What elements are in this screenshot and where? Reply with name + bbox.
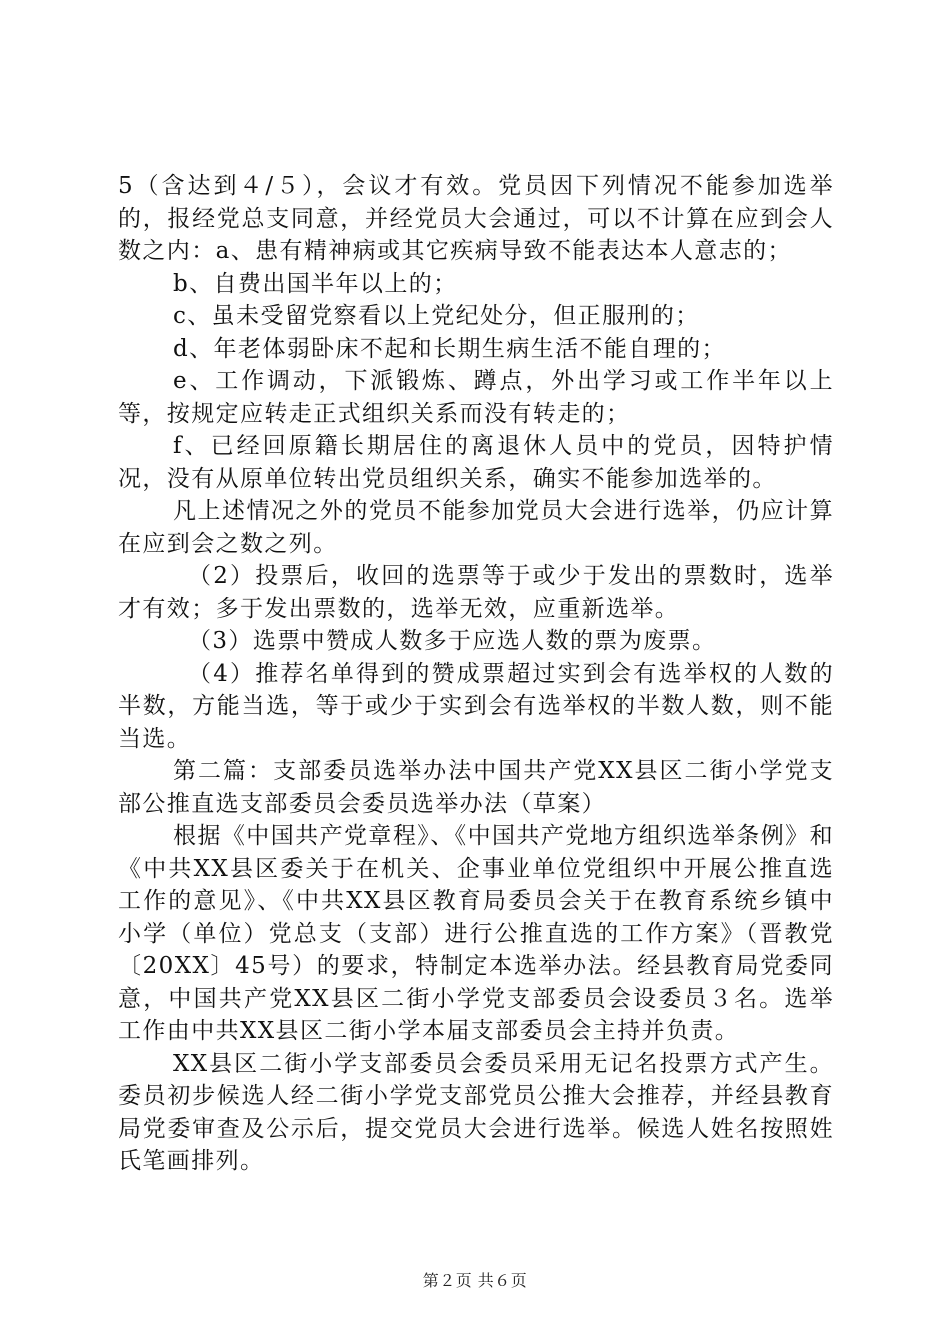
paragraph-item-c: c、虽未受留党察看以上党纪处分，但正服刑的；: [173, 303, 700, 329]
paragraph-quorum-continuation: 5（含达到４/５），会议才有效。党员因下列情况不能参加选举的，报经党总支同意，并经党员大会通过，可以不计算在应到会人数之内：a、患有精神病或其它疾病导致不能表达本人意志的；: [118, 173, 834, 264]
paragraph-item-e: e、工作调动，下派锻炼、蹲点，外出学习或工作半年以上等，按规定应转走正式组织关系而没有转走的；: [118, 368, 834, 427]
paragraph-rule-3: （3）选票中赞成人数多于应选人数的票为废票。: [188, 628, 717, 654]
document-body: [118, 170, 834, 1178]
paragraph-basis: 根据《中国共产党章程》、《中国共产党地方组织选举条例》和《中共XX县区委关于在机关、企事业单位党组织中开展公推直选工作的意见》、《中共XX县区教育局委员会关于在教育系统乡镇中小学（单位）党总支（支部）进行公推直选的工作方案》（晋教党〔20XX〕45号）的要求，特制定本选举办法。经县教育局党委同意，中国共产党XX县区二街小学党支部委员会设委员３名。选举工作由中共XX县区二街小学本届支部委员会主持并负责。: [118, 823, 834, 1044]
paragraph-item-d: d、年老体弱卧床不起和长期生病生活不能自理的；: [173, 335, 726, 362]
paragraph-item-f: f、已经回原籍长期居住的离退休人员中的党员，因特护情况，没有从原单位转出党员组织关系，确实不能参加选举的。: [118, 433, 834, 492]
paragraph-other-cases: 凡上述情况之外的党员不能参加党员大会进行选举，仍应计算在应到会之数之列。: [118, 498, 834, 557]
section-heading-part-two: 第二篇：支部委员选举办法中国共产党XX县区二街小学党支部公推直选支部委员会委员选举办法（草案）: [118, 758, 834, 817]
paragraph-rule-2: （2）投票后，收回的选票等于或少于发出的票数时，选举才有效；多于发出票数的，选举无效，应重新选举。: [118, 563, 834, 622]
paragraph-item-b: b、自费出国半年以上的；: [173, 270, 458, 297]
page-number-footer: 第２页 共６页: [422, 1271, 528, 1290]
paragraph-election-method: XX县区二街小学支部委员会委员采用无记名投票方式产生。委员初步候选人经二街小学党支部党员公推大会推荐，并经县教育局党委审查及公示后，提交党员大会进行选举。候选人姓名按照姓氏笔画排列。: [118, 1050, 834, 1174]
paragraph-rule-4: （4）推荐名单得到的赞成票超过实到会有选举权的人数的半数，方能当选，等于或少于实到会有选举权的半数人数，则不能当选。: [118, 660, 834, 752]
